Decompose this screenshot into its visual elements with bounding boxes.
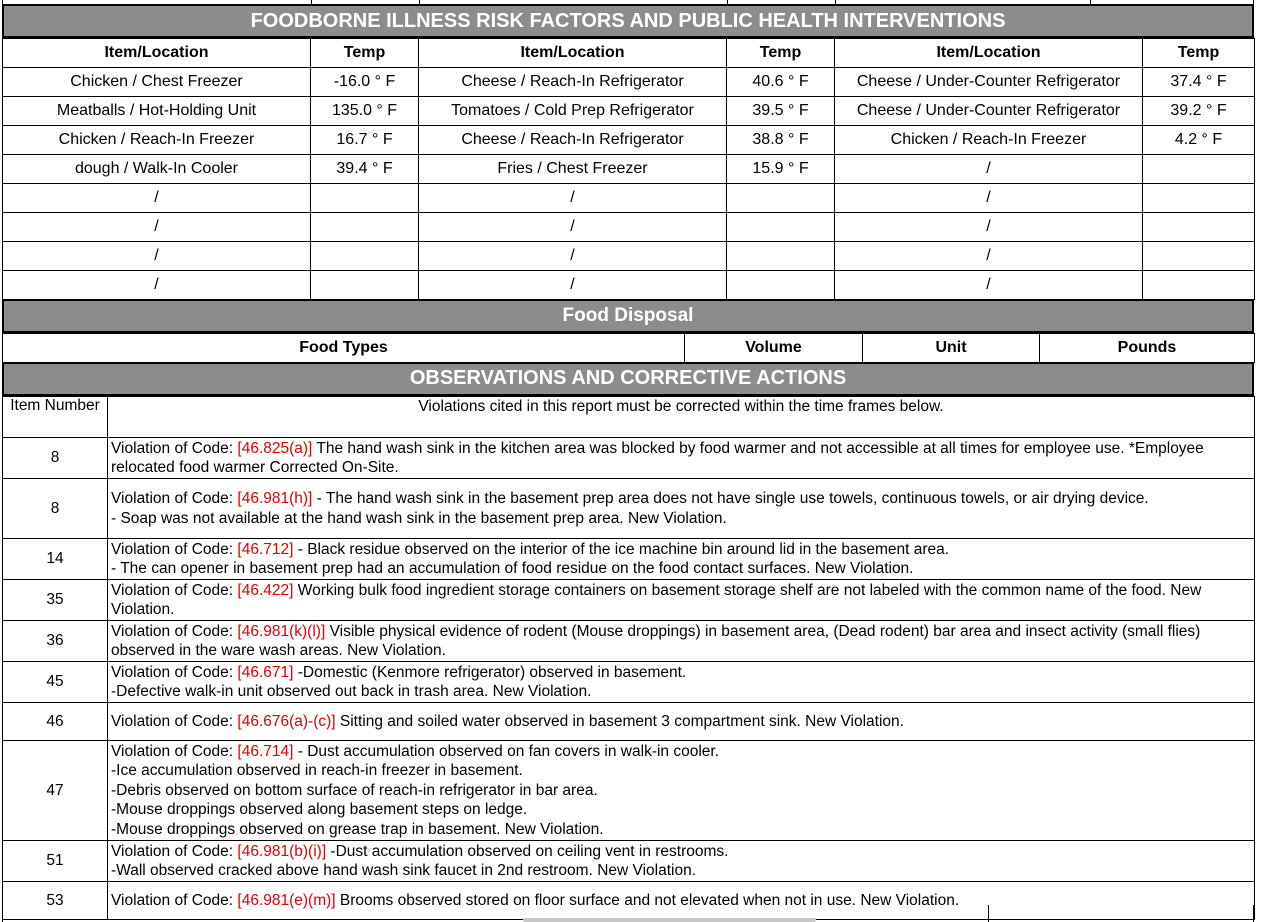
food-disposal-header: Food Disposal [2,300,1254,333]
item-location-cell: / [835,155,1143,184]
temperature-column-header: Item/Location [835,39,1143,68]
disposal-column-header: Pounds [1040,334,1255,363]
observation-row [3,539,1255,580]
temperature-cell: -16.0 ° F [311,68,419,97]
item-location-cell: / [835,271,1143,300]
observation-row [3,438,1255,479]
temperature-column-header: Item/Location [419,39,727,68]
violation-code: [46.981(e)(m)] [237,891,336,909]
violation-detail-line: -Mouse droppings observed along basement steps on ledge. [111,801,528,819]
temperature-cell: 39.4 ° F [311,155,419,184]
violation-description: -Domestic (Kenmore refrigerator) observed in basement. [293,663,687,681]
violation-detail-line: -Mouse droppings observed on grease trap in basement. New Violation. [111,820,604,838]
item-number: 14 [3,539,108,580]
item-location-cell: / [419,213,727,242]
item-location-cell: / [835,184,1143,213]
observation-row [3,841,1255,882]
temperature-cell [311,184,419,213]
temperature-cell: 4.2 ° F [1143,126,1255,155]
observations-intro: Violations cited in this report must be corrected within the time frames below. [108,397,1255,438]
item-number: 53 [3,882,108,920]
violation-prefix: Violation of Code: [111,622,238,640]
observation-row [3,662,1255,703]
food-disposal-table-header [3,334,1255,363]
violation-prefix: Violation of Code: [111,540,238,558]
observation-text [108,662,1255,703]
violation-detail-line: -Wall observed cracked above hand wash sink faucet in 2nd restroom. New Violation. [111,862,696,879]
temperature-row [3,242,1255,271]
observation-text [108,580,1255,621]
temperature-cell: 15.9 ° F [727,155,835,184]
item-location-cell: Chicken / Reach-In Freezer [3,126,311,155]
temperature-cell [727,213,835,242]
violation-prefix: Violation of Code: [111,842,238,860]
violation-detail-line: -Ice accumulation observed in reach-in freezer in basement. [111,762,523,780]
violation-code: [46.671] [237,663,294,681]
violation-detail-line: -Debris observed on bottom surface of reach-in refrigerator in bar area. [111,781,598,799]
item-location-cell: Fries / Chest Freezer [419,155,727,184]
temperature-row [3,271,1255,300]
item-location-cell: / [3,271,311,300]
temperature-cell [727,242,835,271]
temperature-cell [311,213,419,242]
temperature-cell [727,184,835,213]
violation-code: [46.981(k)(l)] [237,622,326,640]
violation-description: - The hand wash sink in the basement prep area does not have single use towels, continuous towels, or air drying device. [312,490,1149,507]
item-number: 35 [3,580,108,621]
item-location-cell: Cheese / Under-Counter Refrigerator [835,97,1143,126]
violation-code: [46.981(b)(i)] [237,842,327,860]
temperature-cell [1143,155,1255,184]
inspection-report [2,0,1254,920]
violation-description: - Dust accumulation observed on fan covers in walk-in cooler. [293,742,720,760]
violation-prefix: Violation of Code: [111,490,238,507]
temperature-cell: 16.7 ° F [311,126,419,155]
violation-code: [46.676(a)-(c)] [237,712,336,730]
observation-text [108,741,1255,841]
violation-prefix: Violation of Code: [111,891,238,909]
observation-text [108,479,1255,539]
item-location-cell: dough / Walk-In Cooler [3,155,311,184]
next-table-edge [2,905,1254,922]
item-number: 46 [3,703,108,741]
violation-prefix: Violation of Code: [111,439,238,457]
temperature-cell [311,242,419,271]
temperature-cell [1143,213,1255,242]
temperature-row [3,184,1255,213]
violation-description: -Dust accumulation observed on ceiling vent in restrooms. [326,842,729,860]
temperature-cell: 37.4 ° F [1143,68,1255,97]
observation-row [3,479,1255,539]
observation-row [3,580,1255,621]
temperature-column-header: Temp [727,39,835,68]
disposal-column-header: Volume [685,334,863,363]
temperature-row [3,68,1255,97]
temperature-row [3,213,1255,242]
violation-code: [46.825(a)] [237,439,313,457]
temperature-cell [727,271,835,300]
observation-text [108,539,1255,580]
temperature-row [3,155,1255,184]
item-number: 36 [3,621,108,662]
violation-prefix: Violation of Code: [111,712,238,730]
temperature-column-header: Temp [1143,39,1255,68]
violation-detail-line: - Soap was not available at the hand wash sink in the basement prep area. New Violation. [111,509,727,527]
item-location-cell: Cheese / Reach-In Refrigerator [419,68,727,97]
observation-text [108,438,1255,479]
violation-code: [46.981(h)] [237,490,313,507]
observations-column-header [3,397,1255,438]
violation-description: - Black residue observed on the interior of the ice machine bin around lid in the basement area. [293,540,950,558]
item-number: 8 [3,479,108,539]
temperature-row [3,97,1255,126]
temperature-cell [1143,242,1255,271]
temperature-cell: 39.5 ° F [727,97,835,126]
temperature-cell [311,271,419,300]
violation-code: [46.714] [237,742,294,760]
violation-detail-line: -Defective walk-in unit observed out back in trash area. New Violation. [111,683,592,700]
violation-description: Sitting and soiled water observed in basement 3 compartment sink. New Violation. [335,712,904,730]
temperature-table [2,38,1255,300]
violation-prefix: Violation of Code: [111,742,238,760]
item-location-cell: / [419,242,727,271]
observations-header: OBSERVATIONS AND CORRECTIVE ACTIONS [2,363,1254,396]
observation-row [3,741,1255,841]
food-disposal-table [2,333,1255,363]
item-location-cell: / [835,242,1143,271]
item-number: 47 [3,741,108,841]
observation-text [108,621,1255,662]
temperature-cell: 135.0 ° F [311,97,419,126]
violation-detail-line: - The can opener in basement prep had an accumulation of food residue on the food contact surfaces. New Violation. [111,560,914,577]
item-number: 8 [3,438,108,479]
observation-text [108,841,1255,882]
violation-description: Visible physical evidence of rodent (Mouse droppings) in basement area, (Dead rodent) bar area and insect activity (small flies) observed in the ware wash areas. New Violation. [111,622,1201,659]
item-location-cell: Chicken / Chest Freezer [3,68,311,97]
temperature-cell: 38.8 ° F [727,126,835,155]
violation-description: Brooms observed stored on floor surface and not elevated when not in use. New Violation. [335,891,960,909]
temperature-column-header: Item/Location [3,39,311,68]
violation-description: Working bulk food ingredient storage containers on basement storage shelf are not labeled with the common name of the food. New Violation. [111,581,1202,618]
observations-table [2,396,1255,920]
previous-table-edge [2,0,1254,4]
item-location-cell: Meatballs / Hot-Holding Unit [3,97,311,126]
temperature-cell [1143,271,1255,300]
observation-text [108,703,1255,741]
violation-code: [46.712] [237,540,294,558]
temperature-row [3,126,1255,155]
violation-code: [46.422] [237,581,294,599]
item-location-cell: Chicken / Reach-In Freezer [835,126,1143,155]
item-location-cell: Tomatoes / Cold Prep Refrigerator [419,97,727,126]
temperature-table-header [3,39,1255,68]
disposal-column-header: Food Types [3,334,685,363]
violation-prefix: Violation of Code: [111,581,238,599]
item-location-cell: / [419,271,727,300]
temperature-column-header: Temp [311,39,419,68]
item-location-cell: / [3,184,311,213]
disposal-column-header: Unit [863,334,1040,363]
item-location-cell: / [3,213,311,242]
item-location-cell: / [835,213,1143,242]
temperature-cell: 40.6 ° F [727,68,835,97]
item-location-cell: / [419,184,727,213]
horizontal-scrollbar[interactable] [523,918,816,922]
violation-prefix: Violation of Code: [111,663,238,681]
temperature-cell: 39.2 ° F [1143,97,1255,126]
item-number: 45 [3,662,108,703]
temperature-cell [1143,184,1255,213]
violation-description: The hand wash sink in the kitchen area was blocked by food warmer and not accessible at all times for employee use. *Employee relocated food warmer Corrected On-Site. [111,439,1204,476]
item-location-cell: Cheese / Reach-In Refrigerator [419,126,727,155]
risk-factors-header: FOODBORNE ILLNESS RISK FACTORS AND PUBLIC HEALTH INTERVENTIONS [2,4,1254,38]
observation-row [3,703,1255,741]
item-number: 51 [3,841,108,882]
item-number-header: Item Number [3,397,108,438]
item-location-cell: Cheese / Under-Counter Refrigerator [835,68,1143,97]
item-location-cell: / [3,242,311,271]
observation-row [3,621,1255,662]
